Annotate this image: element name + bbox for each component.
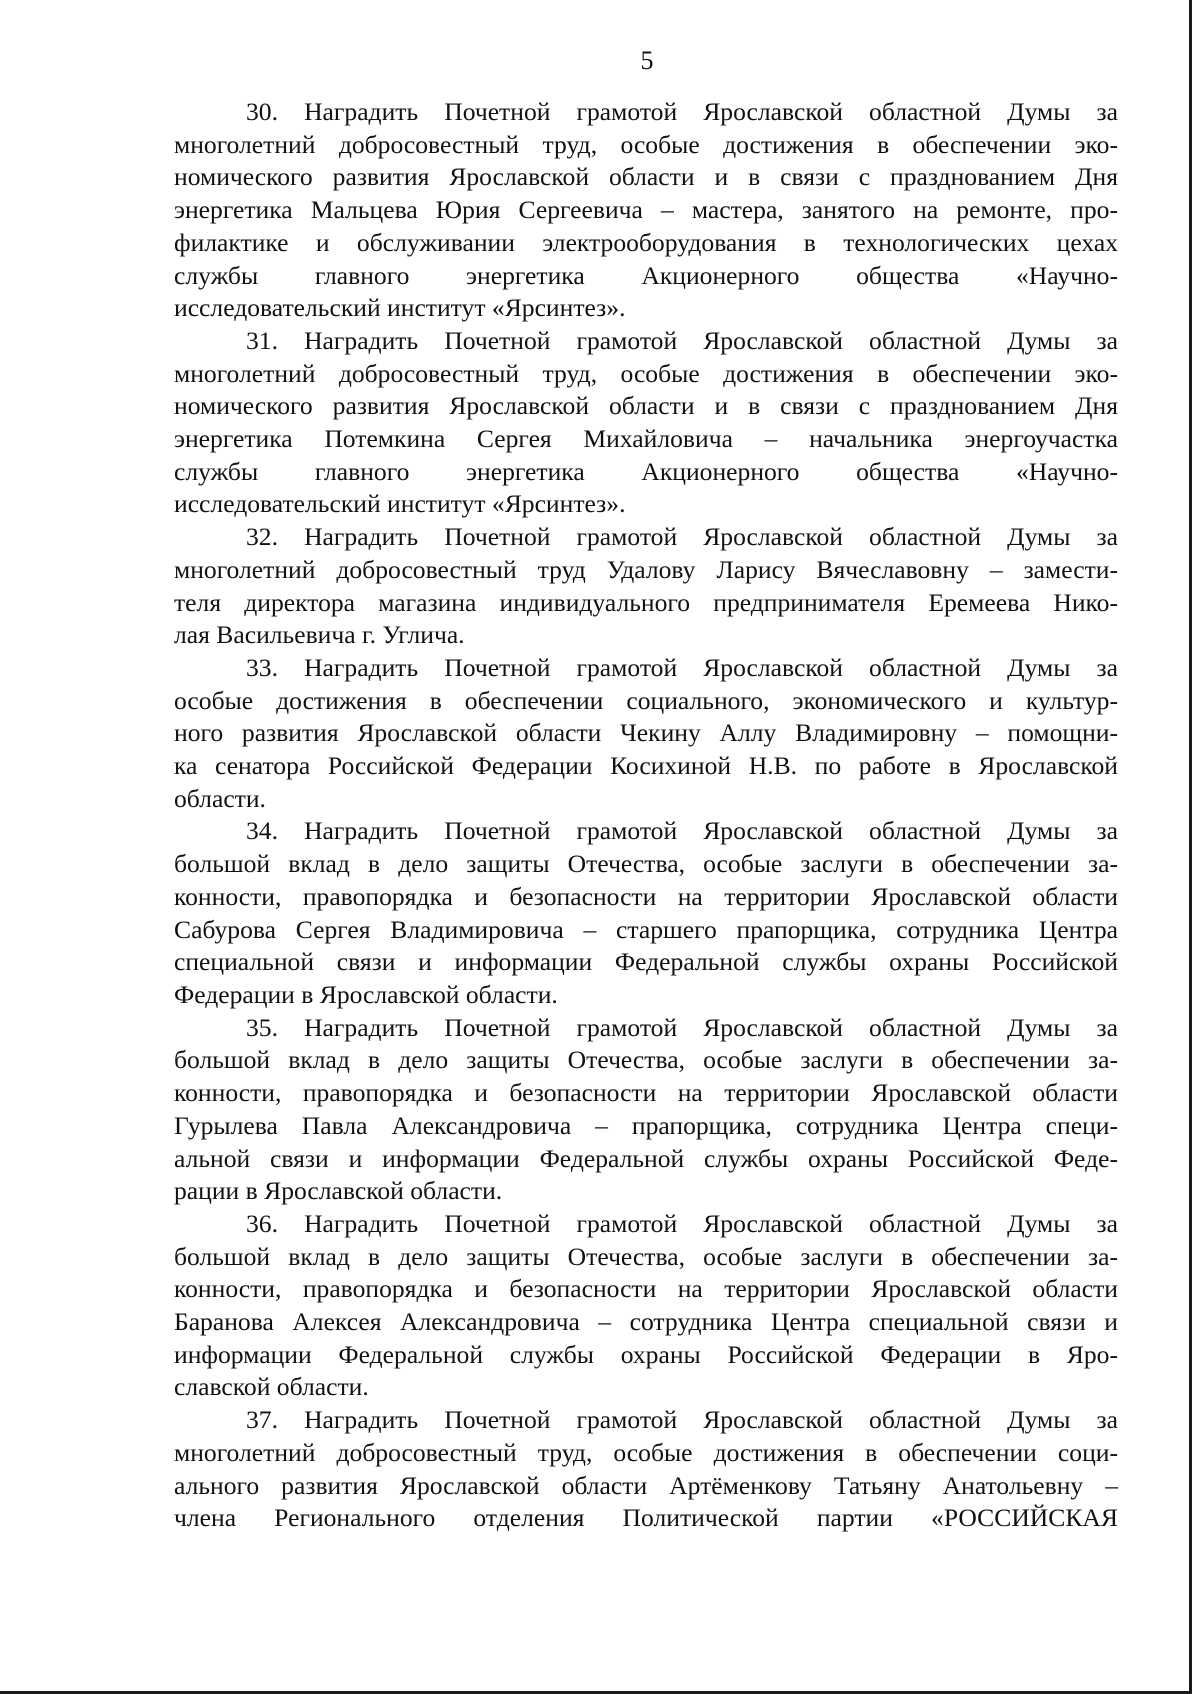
paragraph-line: члена Регионального отделения Политической партии «РОССИЙСКАЯ: [174, 1503, 1118, 1533]
paragraph-line: конности, правопорядка и безопасности на территории Ярославской области: [174, 1274, 1118, 1304]
paragraph-line: славской области.: [174, 1372, 369, 1402]
scan-border-right: [1189, 0, 1192, 1694]
award-paragraph: [174, 521, 1118, 652]
award-paragraph: [174, 815, 1118, 1011]
paragraph-line: 34. Наградить Почетной грамотой Ярославской областной Думы за: [246, 816, 1118, 846]
paragraph-line: ального развития Ярославской области Артёменкову Татьяну Анатольевну –: [174, 1470, 1118, 1500]
paragraph-line: 37. Наградить Почетной грамотой Ярославской областной Думы за: [246, 1405, 1118, 1435]
paragraph-line: большой вклад в дело защиты Отечества, особые заслуги в обеспечении за-: [174, 849, 1118, 879]
paragraph-line: исследовательский институт «Ярсинтез».: [174, 489, 626, 519]
award-paragraph: [174, 1404, 1118, 1535]
award-paragraph: [174, 1208, 1118, 1404]
paragraph-line: ного развития Ярославской области Чекину Аллу Владимировну – помощни-: [174, 718, 1118, 748]
paragraph-line: 31. Наградить Почетной грамотой Ярославской областной Думы за: [246, 325, 1118, 355]
paragraph-line: 30. Наградить Почетной грамотой Ярославской областной Думы за: [246, 97, 1118, 126]
paragraph-line: энергетика Мальцева Юрия Сергеевича – мастера, занятого на ремонте, про-: [174, 195, 1118, 225]
paragraph-line: альной связи и информации Федеральной службы охраны Российской Феде-: [174, 1143, 1118, 1173]
award-paragraph: [174, 1012, 1118, 1208]
paragraph-line: специальной связи и информации Федеральной службы охраны Российской: [174, 947, 1118, 977]
paragraph-line: информации Федеральной службы охраны Российской Федерации в Яро-: [174, 1339, 1118, 1369]
paragraph-line: особые достижения в обеспечении социального, экономического и культур-: [174, 685, 1118, 715]
paragraph-line: Баранова Алексея Александровича – сотрудника Центра специальной связи и: [174, 1307, 1118, 1337]
paragraph-line: 35. Наградить Почетной грамотой Ярославской областной Думы за: [246, 1012, 1118, 1042]
paragraph-line: теля директора магазина индивидуального предпринимателя Еремеева Нико-: [174, 587, 1118, 617]
paragraph-line: большой вклад в дело защиты Отечества, особые заслуги в обеспечении за-: [174, 1241, 1118, 1271]
paragraph-line: ка сенатора Российской Федерации Косихиной Н.В. по работе в Ярославской: [174, 751, 1118, 781]
paragraph-line: Федерации в Ярославской области.: [174, 979, 558, 1009]
paragraph-line: номического развития Ярославской области и в связи с празднованием Дня: [174, 391, 1118, 421]
paragraph-line: многолетний добросовестный труд, особые достижения в обеспечении эко-: [174, 129, 1118, 159]
paragraph-line: конности, правопорядка и безопасности на территории Ярославской области: [174, 1078, 1118, 1108]
paragraph-line: филактике и обслуживании электрооборудования в технологических цехах: [174, 227, 1118, 257]
award-paragraph: [174, 325, 1118, 521]
page-number: 5: [640, 46, 654, 75]
award-paragraph: [174, 96, 1118, 325]
paragraph-line: 36. Наградить Почетной грамотой Ярославской областной Думы за: [246, 1208, 1118, 1238]
paragraph-line: службы главного энергетика Акционерного общества «Научно-: [174, 456, 1118, 486]
paragraph-line: 33. Наградить Почетной грамотой Ярославской областной Думы за: [246, 652, 1118, 682]
paragraph-line: конности, правопорядка и безопасности на территории Ярославской области: [174, 881, 1118, 911]
award-paragraph: [174, 652, 1118, 816]
paragraph-line: Гурылева Павла Александровича – прапорщика, сотрудника Центра специ-: [174, 1110, 1118, 1140]
paragraph-line: области.: [174, 783, 266, 813]
paragraph-line: исследовательский институт «Ярсинтез».: [174, 293, 626, 323]
paragraph-line: Сабурова Сергея Владимировича – старшего прапорщика, сотрудника Центра: [174, 914, 1118, 944]
paragraph-line: многолетний добросовестный труд Удалову Ларису Вячеславовну – замести-: [174, 554, 1118, 584]
paragraph-line: 32. Наградить Почетной грамотой Ярославской областной Думы за: [246, 522, 1118, 552]
paragraph-line: энергетика Потемкина Сергея Михайловича – начальника энергоучастка: [174, 424, 1118, 454]
paragraph-line: большой вклад в дело защиты Отечества, особые заслуги в обеспечении за-: [174, 1045, 1118, 1075]
paragraph-line: лая Васильевича г. Углича.: [174, 620, 465, 650]
paragraph-line: номического развития Ярославской области и в связи с празднованием Дня: [174, 162, 1118, 192]
paragraph-line: рации в Ярославской области.: [174, 1176, 503, 1206]
paragraph-line: многолетний добросовестный труд, особые достижения в обеспечении соци-: [174, 1437, 1118, 1467]
paragraph-line: службы главного энергетика Акционерного общества «Научно-: [174, 260, 1118, 290]
document-body: [174, 96, 1118, 1535]
paragraph-line: многолетний добросовестный труд, особые достижения в обеспечении эко-: [174, 358, 1118, 388]
